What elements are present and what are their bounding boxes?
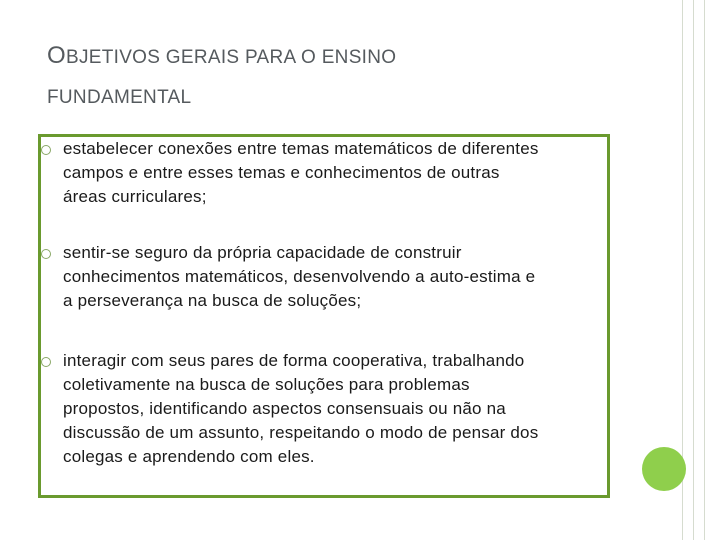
content-box bbox=[38, 134, 610, 498]
title-line-2: FUNDAMENTAL bbox=[47, 87, 192, 108]
bullet-circle-icon bbox=[41, 145, 51, 155]
bullet-circle-icon bbox=[41, 357, 51, 367]
bullet-text-2: sentir-se seguro da própria capacidade de construir conhecimentos matemáticos, desenvolvendo a auto-estima e a perseverança na busca de soluções; bbox=[63, 243, 536, 310]
title-line-1: BJETIVOS GERAIS PARA O ENSINO bbox=[65, 47, 397, 68]
slide-title bbox=[47, 36, 396, 118]
title-initial: O bbox=[47, 42, 66, 69]
decorative-line-2 bbox=[693, 0, 694, 540]
bullet-text-3: interagir com seus pares de forma cooperativa, trabalhando coletivamente na busca de soluções para problemas propostos, identificando aspectos consensuais ou não na discussão de um assunto, respeitando o modo de pensar dos colegas e aprendendo com eles. bbox=[63, 351, 539, 466]
bullet-text-1: estabelecer conexões entre temas matemáticos de diferentes campos e entre esses temas e conhecimentos de outras áreas curriculares; bbox=[63, 139, 539, 206]
decorative-line-3 bbox=[704, 0, 705, 540]
bullet-circle-icon bbox=[41, 249, 51, 259]
decorative-green-circle bbox=[642, 447, 686, 491]
